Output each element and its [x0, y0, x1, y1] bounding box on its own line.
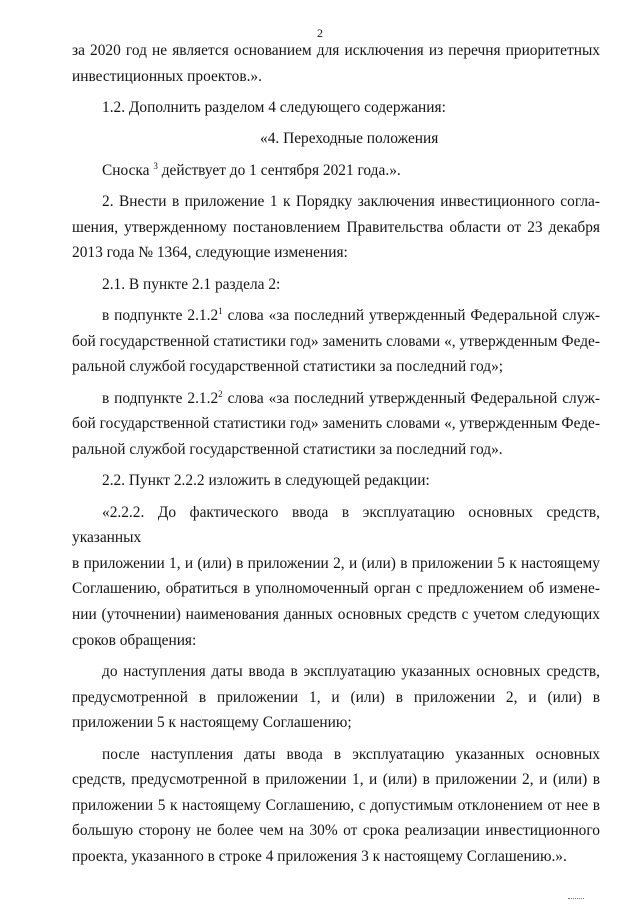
text-line: в приложении 1, и (или) в приложении 2, и (или) в приложении 5 к настоящему	[72, 554, 600, 572]
text-fragment: в подпункте 2.1.2	[102, 307, 219, 325]
text-line: ральной службой государственной статистики за последний год»;	[72, 358, 504, 376]
paragraph-subclause-2-1-2-1	[72, 303, 600, 380]
text-line: ральной службой государственной статистики за последний год».	[72, 440, 503, 458]
text-fragment: слова «за последний утвержденный Федеральной служ-	[227, 389, 600, 407]
text-line: средств, предусмотренной в приложении 1, и (или) в приложении 2, и (или) в	[72, 771, 600, 789]
text-line: «2.2.2. До фактического ввода в эксплуатацию основных средств, указанных	[72, 503, 600, 547]
paragraph-amendment-2-1	[72, 272, 600, 298]
text-line: проекта, указанного в строке 4 приложения 3 к настоящему Соглашению.».	[72, 847, 567, 865]
text-line: до наступления даты ввода в эксплуатацию указанных основных средств,	[102, 663, 600, 681]
text-line: 2.2. Пункт 2.2.2 изложить в следующей редакции:	[102, 472, 430, 490]
paragraph-clause-2-2-2	[72, 500, 600, 654]
clause-superscript: 1	[218, 306, 223, 317]
text-line: предусмотренной в приложении 1, и (или) в приложении 2, и (или) в	[72, 688, 600, 706]
text-line: Соглашению, обратиться в уполномоченный орган с предложением об измене-	[72, 580, 600, 598]
text-fragment: в подпункте 2.1.2	[102, 389, 219, 407]
text-line: приложении 5 к настоящему Соглашению, с допустимым отклонением от нее в	[72, 796, 600, 814]
text-fragment: Сноска	[102, 161, 150, 179]
scan-artifact-mark	[568, 898, 584, 903]
text-line	[72, 303, 600, 329]
paragraph-continuation	[72, 38, 600, 89]
text-line: приложении 5 к настоящему Соглашению;	[72, 714, 352, 732]
text-line: бой государственной статистики год» заменить словами «, утвержденным Феде-	[72, 332, 600, 350]
text-line: инвестиционных проектов.».	[72, 67, 262, 85]
footnote-superscript: 3	[153, 160, 158, 171]
text-line: бой государственной статистики год» заменить словами «, утвержденным Феде-	[72, 415, 600, 433]
text-line: шения, утвержденному постановлением Правительства области от 23 декабря	[72, 218, 600, 236]
paragraph-footnote-note	[72, 158, 600, 184]
text-line: 1.2. Дополнить разделом 4 следующего содержания:	[102, 98, 446, 116]
paragraph-amendment-1-2	[72, 95, 600, 121]
text-line: 2013 года № 1364, следующие изменения:	[72, 244, 348, 262]
text-line: 2. Внести в приложение 1 к Порядку заключения инвестиционного согла-	[102, 193, 600, 211]
text-line	[72, 386, 600, 412]
heading-text: «4. Переходные положения	[260, 130, 439, 148]
text-line: 2.1. В пункте 2.1 раздела 2:	[102, 275, 281, 293]
paragraph-before-commissioning	[72, 659, 600, 736]
text-line: большую сторону не более чем на 30% от срока реализации инвестиционного	[72, 822, 600, 840]
section-heading	[72, 126, 600, 152]
text-line: нии (уточнении) наименования данных основных средств с учетом следующих	[72, 606, 600, 624]
page-number: 2	[317, 26, 323, 40]
text-line: после наступления даты ввода в эксплуатацию указанных основных	[102, 745, 600, 763]
clause-superscript: 2	[218, 388, 223, 399]
text-fragment: слова «за последний утвержденный Федеральной служ-	[227, 307, 600, 325]
text-line: за 2020 год не является основанием для исключения из перечня приоритетных	[72, 42, 600, 59]
paragraph-amendment-2-2	[72, 468, 600, 494]
paragraph-amendment-2	[72, 189, 600, 266]
paragraph-subclause-2-1-2-2	[72, 386, 600, 463]
text-line: сроков обращения:	[72, 631, 197, 649]
paragraph-after-commissioning	[72, 742, 600, 870]
document-body	[72, 38, 600, 870]
text-fragment: действует до 1 сентября 2021 года.».	[161, 161, 401, 179]
